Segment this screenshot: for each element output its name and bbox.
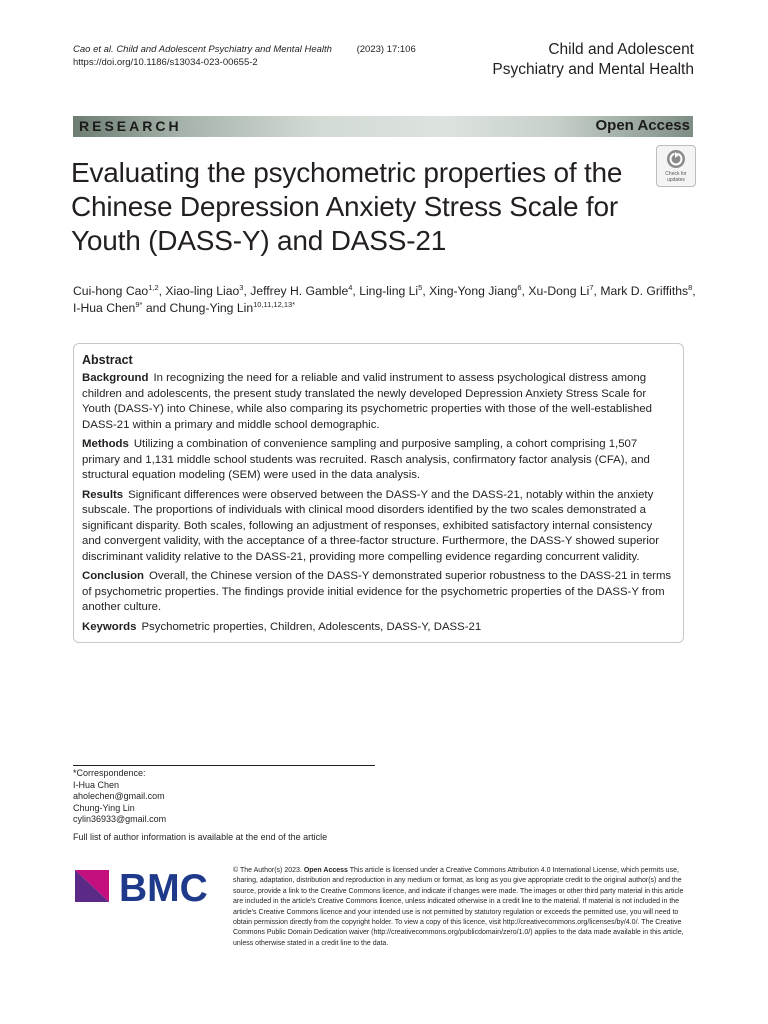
author-conjunction: and bbox=[145, 301, 167, 315]
abstract-section-label: Conclusion bbox=[82, 570, 145, 582]
abstract-section-label: Keywords bbox=[82, 620, 137, 633]
doi-link[interactable]: https://doi.org/10.1186/s13034-023-00655-2 bbox=[73, 57, 258, 68]
bmc-logo-text: BMC bbox=[119, 867, 208, 906]
author-name[interactable]: Cui-hong Cao bbox=[73, 284, 149, 298]
license-text-3: ) applies to the data made available in this article, unless otherwise stated in a credit line to the data. bbox=[233, 929, 684, 947]
abstract-section-label: Results bbox=[82, 488, 124, 501]
abstract-section-label: Methods bbox=[82, 438, 129, 450]
author-affiliation: 1,2 bbox=[148, 283, 159, 292]
citation-header bbox=[73, 43, 416, 69]
abstract-section-text: Psychometric properties, Children, Adolescents, DASS-Y, DASS-21 bbox=[141, 620, 482, 633]
author-list: Cui-hong Cao$^{1,2}$, Xiao-ling Liao$^3$, Jeffrey H. Gamble$^4$, Ling-ling Li$^5$, Xing-Yong Jiang$^6$, Xu-Dong Li$^7$, Mark D. Griffiths$^8$, I-Hua Chen$^{9*}$ and Chung-Ying Lin$^{10,11,12,13*}$ bbox=[73, 283, 696, 315]
abstract-heading: Abstract bbox=[82, 353, 133, 367]
abstract-box bbox=[73, 343, 684, 643]
license-link-cc0[interactable]: http://creativecommons.org/publicdomain/zero/1.0/ bbox=[373, 929, 531, 937]
citation-line bbox=[73, 43, 416, 56]
check-updates-line-1: Check for bbox=[665, 171, 687, 177]
abstract-background bbox=[82, 371, 674, 433]
journal-line-1: Child and Adolescent bbox=[548, 41, 694, 58]
citation-journal: Child and Adolescent Psychiatry and Mental Health bbox=[116, 44, 332, 55]
author-affiliation: 5 bbox=[418, 283, 423, 292]
license-text-1: This article is licensed under a Creative Commons Attribution 4.0 International License, which permits use, sharing, adaptation, distribution and reproduction in any medium or format, as long as you give appropriate credit to the original author(s) and the source, provide a link to the Creative Commons licence, and indicate if changes were made. The images or other third party material in this article are included in the article's Creative Commons licence, unless indicated otherwise in a credit line to the material. If material is not included in the article's Creative Commons licence and your intended use is not permitted by statutory regulation or exceeds the permitted use, you will need to obtain permission directly from the copyright holder. To view a copy of this licence, visit bbox=[233, 867, 684, 927]
journal-line-2: Psychiatry and Mental Health bbox=[492, 61, 694, 78]
abstract-results bbox=[82, 488, 674, 566]
author-info-note: Full list of author information is available at the end of the article bbox=[73, 832, 328, 842]
abstract-section-text: In recognizing the need for a reliable and valid instrument to assess psychological distress among children and adolescents, the present study translated the newly developed Depression Anxiety Stress Scale for Youth (DASS-Y) into Chinese, while also comparing its psychometric properties with those of the well-established DASS-21 within a primary and middle school demographic. bbox=[82, 372, 653, 431]
author-affiliation: 10,11,12,13* bbox=[253, 300, 296, 309]
author-name[interactable]: Mark D. Griffiths bbox=[600, 284, 689, 298]
abstract-keywords bbox=[82, 620, 674, 636]
check-updates-icon bbox=[666, 149, 686, 169]
abstract-section-text: Significant differences were observed between the DASS-Y and the DASS-21, notably within the anxiety subscale. The proportions of individuals with clinical mood disorders identified by the two scales demonstrated a significant disparity. Both scales, following an adjustment of responses, exhibited satisfactory internal consistency and convergent validity, with the acceptance of a three-factor structure. Furthermore, the DASS-Y showed superior discriminant validity relative to the DASS-21, providing more compelling evidence regarding concurrent validity. bbox=[82, 488, 659, 563]
article-title: Evaluating the psychometric properties of the Chinese Depression Anxiety Stress Scale for Youth (DASS-Y) and DASS-21 bbox=[71, 157, 623, 256]
author-affiliation: 6 bbox=[517, 283, 522, 292]
license-text-2: . The Creative Commons Public Domain Dedication waiver ( bbox=[233, 919, 682, 937]
correspondence-label: *Correspondence: bbox=[73, 768, 146, 778]
check-updates-text bbox=[657, 171, 695, 183]
citation-year: (2023) 17:106 bbox=[356, 44, 416, 55]
author-affiliation: 9* bbox=[135, 300, 143, 309]
license-prefix: © The Author(s) 2023. bbox=[233, 867, 302, 874]
author-name[interactable]: Xing-Yong Jiang bbox=[429, 284, 518, 298]
license-link-cc-by[interactable]: http://creativecommons.org/licenses/by/4.0/ bbox=[502, 919, 638, 927]
author-name[interactable]: Jeffrey H. Gamble bbox=[250, 284, 349, 298]
author-affiliation: 3 bbox=[239, 283, 244, 292]
abstract-section-label: Background bbox=[82, 372, 149, 384]
author-name[interactable]: Xiao-ling Liao bbox=[165, 284, 240, 298]
correspondence-email[interactable]: cylin36933@gmail.com bbox=[73, 814, 167, 824]
abstract-conclusion bbox=[82, 569, 674, 616]
footnote-divider bbox=[73, 765, 375, 766]
article-type-label: RESEARCH bbox=[79, 118, 182, 134]
author-name[interactable]: Chung-Ying Lin bbox=[169, 301, 254, 315]
abstract-section-text: Overall, the Chinese version of the DASS-Y demonstrated superior robustness to the DASS-21 in terms of psychometric properties. The findings provide initial evidence for the psychometric properties of the DASS-Y from another culture. bbox=[82, 570, 672, 613]
author-affiliation: 4 bbox=[348, 283, 353, 292]
author-name[interactable]: I-Hua Chen bbox=[73, 301, 136, 315]
citation-authors: Cao et al. bbox=[73, 44, 114, 55]
author-name[interactable]: Xu-Dong Li bbox=[528, 284, 590, 298]
abstract-methods bbox=[82, 437, 674, 484]
license-open-access: Open Access bbox=[303, 867, 348, 874]
check-updates-line-2: updates bbox=[667, 177, 685, 183]
author-name[interactable]: Ling-ling Li bbox=[359, 284, 419, 298]
correspondence-email[interactable]: aholechen@gmail.com bbox=[73, 791, 165, 801]
correspondence-name: I-Hua Chen bbox=[73, 779, 120, 790]
correspondence-block bbox=[73, 768, 166, 826]
license-statement bbox=[233, 866, 695, 949]
journal-name bbox=[492, 40, 694, 80]
author-affiliation: 7 bbox=[589, 283, 594, 292]
article-type-band bbox=[73, 116, 693, 137]
check-for-updates-badge[interactable] bbox=[656, 145, 696, 187]
author-affiliation: 8 bbox=[688, 283, 693, 292]
open-access-label: Open Access bbox=[595, 117, 690, 134]
abstract-section-text: Utilizing a combination of convenience sampling and purposive sampling, a cohort comprising 1,507 primary and 1,131 middle school students was recruited. Rasch analysis, confirmatory factor analysis (CFA), and structural equation modeling (SEM) were used in the data analysis. bbox=[82, 438, 650, 481]
correspondence-name: Chung-Ying Lin bbox=[73, 802, 135, 813]
bmc-logo bbox=[73, 866, 215, 906]
